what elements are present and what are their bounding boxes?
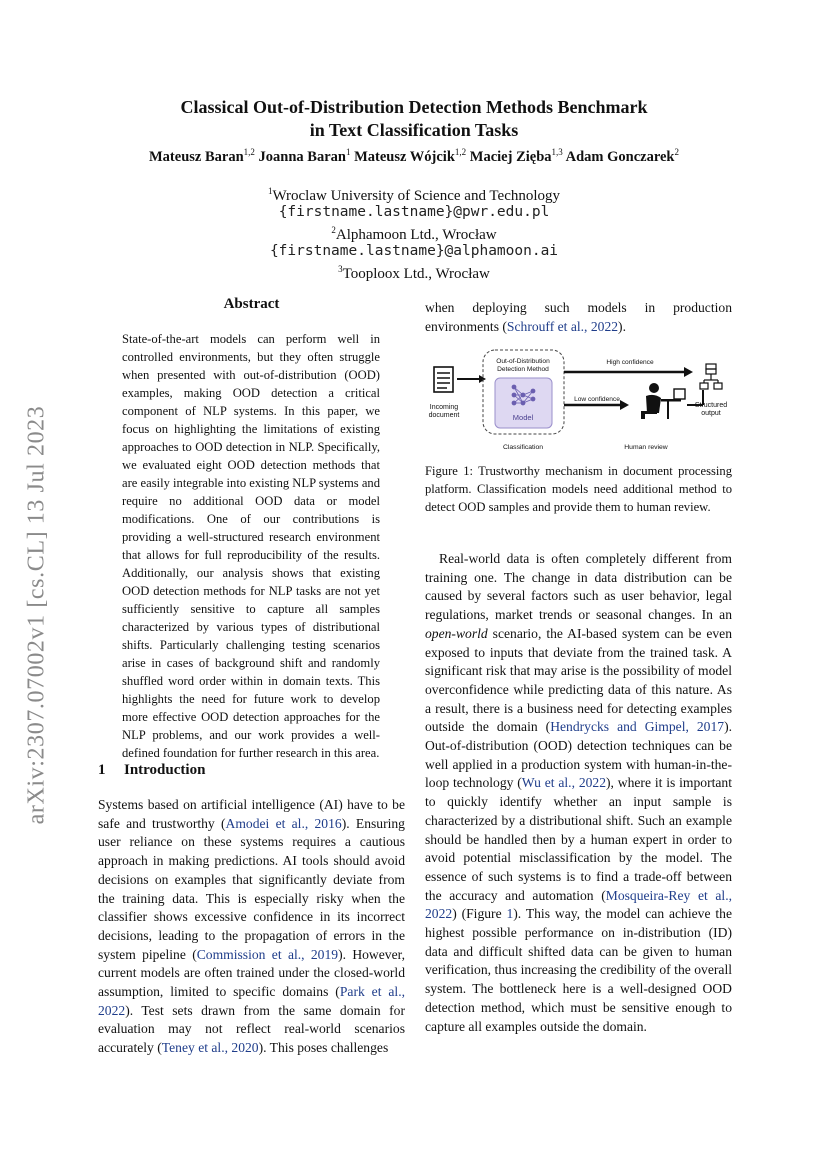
arrow-head bbox=[620, 400, 629, 410]
abstract-text: State-of-the-art models can perform well in controlled environments, but they often struggle when presented with out-of-distribution (OOD) examples, making OOD detection a critical component of NLP systems. In this paper, we focus on highlighting the limitations of existing approaches to OOD detection in NLP. Specifically, we evaluated eight OOD detection methods that are easily integrable into existing NLP systems and require no additional OOD data or model modifications. One of our contributions is providing a well-structured research environment that allows for full reproducibility of the results. Additionally, our analysis shows that existing OOD detection methods for NLP tasks are not yet sufficiently sensitive to capture all samples characterized by various types of distributional shifts. Particularly challenging testing scenarios arise in cases of background shift and randomly shuffled word order within in domain texts. This highlights the need for future work to develop more effective OOD detection approaches for the NLP problems, and our work provides a well-defined foundation for further research in this area. bbox=[122, 332, 380, 760]
citation-link[interactable]: Park et al., 2022 bbox=[98, 984, 406, 1018]
text-run: ). This way, the model can achieve the highest possible performance on in-distribution (ID) data and difficult shifted data can be given to human verification, thus increasing the credibility of the overall system. The bottleneck here is a well-designed OOD detection method, which must be sensitive enough to capture all examples outside the domain. bbox=[425, 906, 732, 1034]
author-affiliation-mark: 1,2 bbox=[454, 147, 467, 157]
document-icon bbox=[434, 367, 453, 392]
author-affiliation-mark: 1,2 bbox=[243, 147, 255, 157]
text-run: ), where it is important to quickly identify whether an input sample is characterized by a distributional shift. Such an example should be handled then by a human expert in order to avoid potential misclassification by the model. The essence of such systems is to find a trade-off between the accuracy and automation ( bbox=[425, 775, 732, 903]
human-reviewer-icon bbox=[641, 383, 685, 419]
author-name: Mateusz Baran bbox=[149, 148, 244, 165]
citation-link[interactable]: Teney et al., 2020 bbox=[161, 1040, 259, 1056]
email-2: {firstname.lastname}@alphamoon.ai bbox=[269, 243, 559, 259]
citation-link[interactable]: Hendrycks and Gimpel, 2017 bbox=[550, 719, 725, 735]
email-1: {firstname.lastname}@pwr.edu.pl bbox=[278, 204, 550, 220]
author-name: Mateusz Wójcik bbox=[354, 148, 455, 165]
right-column-continuation bbox=[425, 299, 732, 336]
section-heading-introduction bbox=[98, 762, 205, 779]
affiliation-3 bbox=[0, 260, 828, 285]
paper-title-line-1: Classical Out-of-Distribution Detection Methods Benchmark bbox=[180, 97, 648, 117]
citation-link[interactable]: Commission et al., 2019 bbox=[196, 946, 339, 962]
structured-output-icon bbox=[700, 364, 722, 389]
author-affiliation-mark: 2 bbox=[674, 147, 679, 157]
author-name: Maciej Zięba bbox=[469, 148, 552, 165]
model-label: Model bbox=[512, 413, 534, 422]
section-number: 1 bbox=[98, 762, 106, 778]
arxiv-sidebar-stamp bbox=[20, 375, 54, 855]
intro-paragraph bbox=[98, 796, 405, 1058]
author-list bbox=[0, 147, 828, 166]
right-column-paragraph bbox=[425, 550, 732, 1036]
human-review-label: Human review bbox=[624, 444, 668, 451]
ood-box-label-1: Out-of-Distribution bbox=[496, 358, 550, 365]
structured-label-2: output bbox=[701, 410, 721, 417]
affiliation-name: Alphamoon Ltd., Wrocław bbox=[335, 227, 497, 243]
author-affiliation-mark: 1,3 bbox=[551, 147, 563, 157]
incoming-label-2: document bbox=[428, 412, 460, 419]
structured-label-1: Structured bbox=[694, 402, 728, 409]
affiliation-name: Tooploox Ltd., Wrocław bbox=[342, 266, 490, 282]
high-confidence-label: High confidence bbox=[606, 359, 654, 366]
author-name: Joanna Baran bbox=[258, 148, 346, 165]
text-run: ). Test sets drawn from the same domain for evaluation may not reflect real-world scenarios accurately ( bbox=[98, 1002, 405, 1056]
ood-box-label-2: Detection Method bbox=[497, 366, 549, 373]
figure-1-caption: Figure 1: Trustworthy mechanism in document processing platform. Classification models need additional method to detect OOD samples and provide them to human review. bbox=[425, 464, 732, 514]
text-run: ). However, current models are often trained under the closed-world assumption, limited to specific domains ( bbox=[98, 946, 405, 1000]
text-run: Real-world data is often completely different from training one. The change in data distribution can be caused by several factors such as user behavior, legal regulations, market trends or seasonal changes. In an bbox=[425, 551, 732, 623]
section-title: Introduction bbox=[124, 762, 206, 778]
classification-label: Classification bbox=[502, 444, 544, 451]
text-run: Systems based on artificial intelligence (AI) have to be safe and trustworthy ( bbox=[98, 797, 405, 831]
citation-link[interactable]: Mosqueira-Rey et al., 2022 bbox=[425, 887, 732, 922]
text-run: ) (Figure bbox=[452, 906, 507, 922]
author-name: Adam Gonczarek bbox=[565, 148, 675, 165]
emphasis-term: open-world bbox=[425, 625, 488, 641]
text-run: ). Out-of-distribution (OOD) detection techniques can be well applied in a production system with human-in-the-loop technology ( bbox=[425, 719, 733, 791]
citation-link[interactable]: Amodei et al., 2016 bbox=[225, 815, 342, 831]
citation-link[interactable]: Wu et al., 2022 bbox=[521, 775, 607, 791]
figure-reference-link[interactable]: 1 bbox=[506, 906, 514, 922]
text-run: ). Ensuring user reliance on these systems requires a cautious approach in making predictions. AI tools should avoid decisions on examples that significantly deviate from the training data. This is especially risky when the classifier shows excessive confidence in its incorrect decisions, leading to the propagation of errors in the system pipeline ( bbox=[98, 815, 405, 962]
arxiv-id: arXiv:2307.07002v1 [cs.CL] 13 Jul 2023 bbox=[23, 405, 50, 825]
text-run: ). This poses challenges bbox=[258, 1040, 389, 1056]
abstract-heading: Abstract bbox=[223, 296, 280, 312]
affiliation-mark: 2 bbox=[331, 225, 336, 235]
arrow-head bbox=[684, 367, 693, 377]
affiliation-mark: 1 bbox=[267, 186, 273, 196]
text-run: when deploying such models in production environments ( bbox=[425, 300, 732, 334]
text-run: ). bbox=[618, 318, 626, 334]
author-affiliation-mark: 1 bbox=[345, 147, 351, 157]
incoming-label-1: Incoming bbox=[429, 404, 459, 411]
paper-title-line-2: in Text Classification Tasks bbox=[309, 120, 519, 140]
text-run: scenario, the AI-based system can be even exposed to inputs that deviate from the trained task. A significant risk that may arise is the possibility of model overconfidence while predicting data of this nature. As a result, there is a business need for detecting examples outside the domain ( bbox=[425, 625, 732, 735]
affiliation-mark: 3 bbox=[338, 264, 343, 274]
low-confidence-label: Low confidence bbox=[574, 396, 620, 403]
figure-1-diagram bbox=[425, 347, 732, 457]
affiliation-name: Wroclaw University of Science and Technology bbox=[272, 188, 561, 204]
citation-link[interactable]: Schrouff et al., 2022 bbox=[506, 318, 619, 334]
